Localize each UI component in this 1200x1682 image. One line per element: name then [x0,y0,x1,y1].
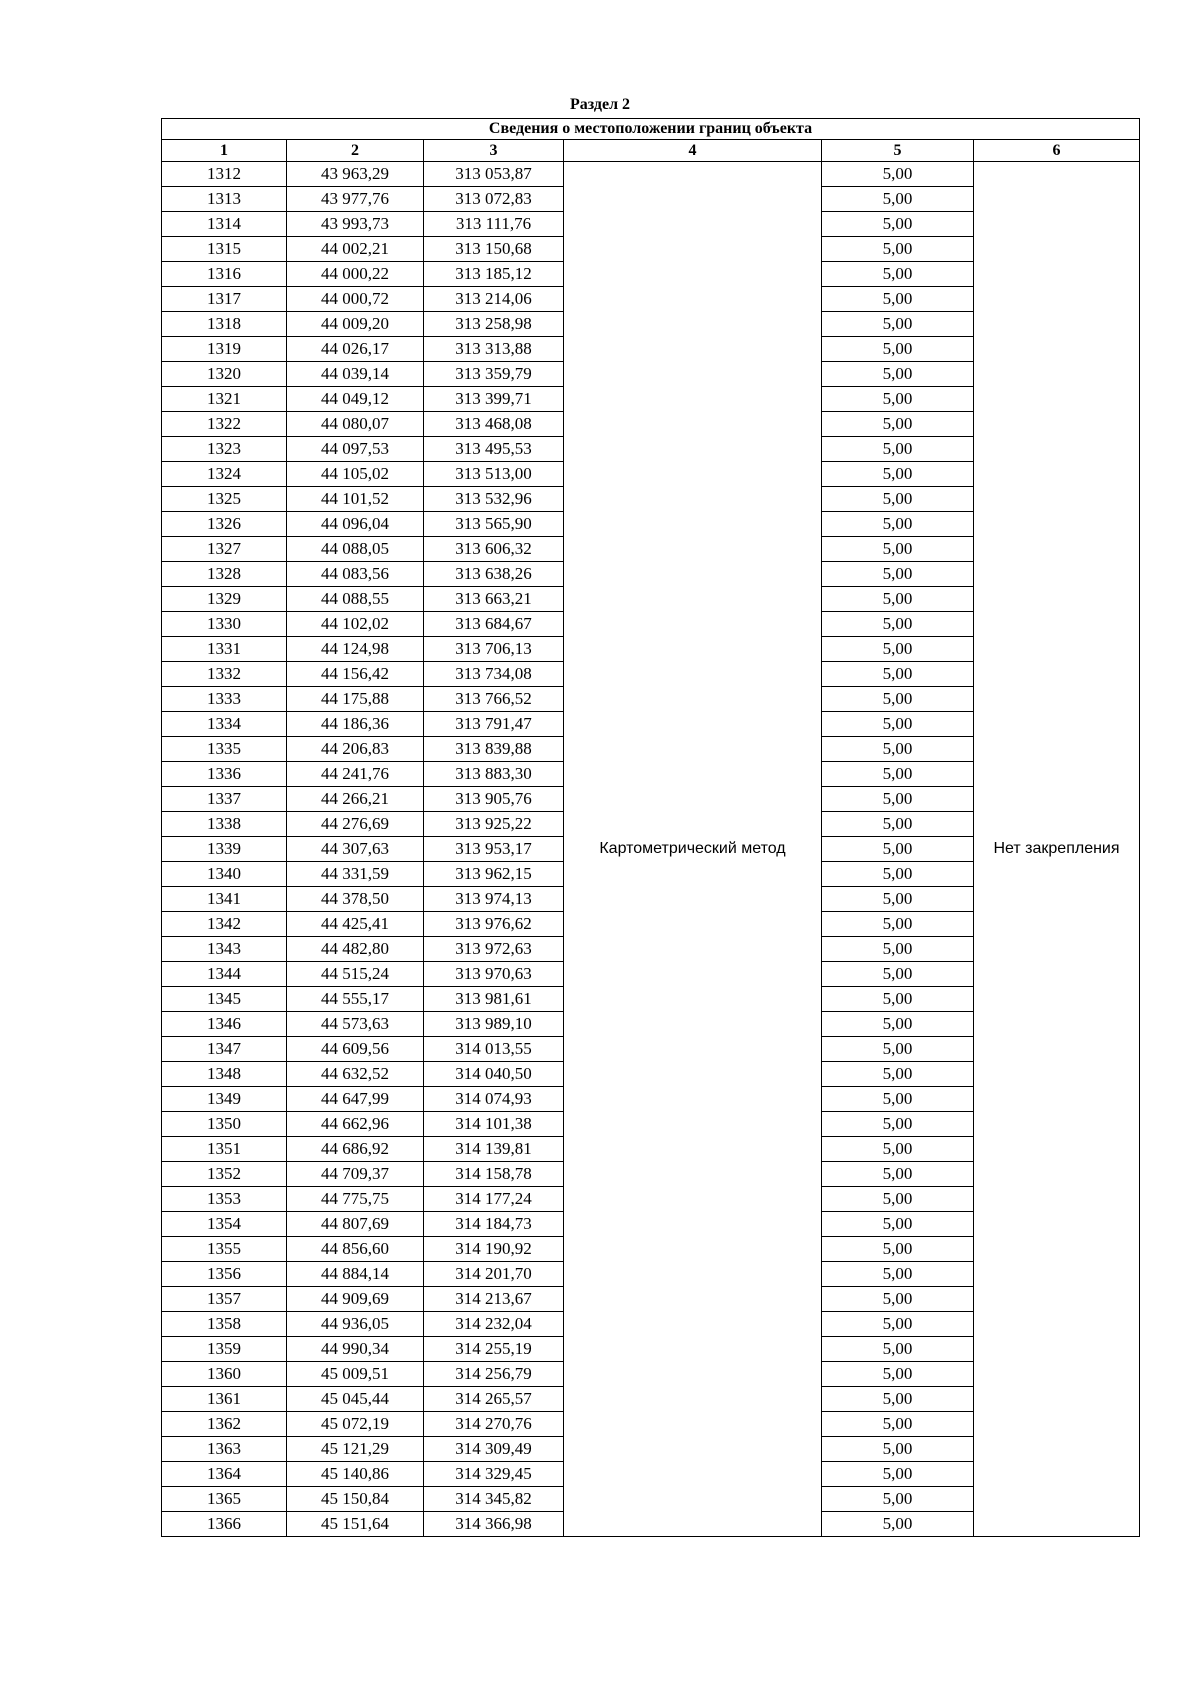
precision-cell: 5,00 [822,1112,974,1137]
y-coordinate-cell: 314 074,93 [424,1087,564,1112]
precision-cell: 5,00 [822,1487,974,1512]
y-coordinate-cell: 314 213,67 [424,1287,564,1312]
precision-cell: 5,00 [822,1462,974,1487]
x-coordinate-cell: 44 097,53 [287,437,424,462]
precision-cell: 5,00 [822,737,974,762]
column-header-6: 6 [974,140,1140,162]
column-header-1: 1 [162,140,287,162]
y-coordinate-cell: 314 329,45 [424,1462,564,1487]
x-coordinate-cell: 45 072,19 [287,1412,424,1437]
point-number-cell: 1318 [162,312,287,337]
precision-cell: 5,00 [822,1512,974,1537]
y-coordinate-cell: 313 706,13 [424,637,564,662]
y-coordinate-cell: 313 513,00 [424,462,564,487]
point-number-cell: 1347 [162,1037,287,1062]
precision-cell: 5,00 [822,962,974,987]
y-coordinate-cell: 314 309,49 [424,1437,564,1462]
y-coordinate-cell: 313 970,63 [424,962,564,987]
y-coordinate-cell: 314 101,38 [424,1112,564,1137]
x-coordinate-cell: 44 807,69 [287,1212,424,1237]
point-number-cell: 1342 [162,912,287,937]
precision-cell: 5,00 [822,512,974,537]
precision-cell: 5,00 [822,1187,974,1212]
y-coordinate-cell: 313 313,88 [424,337,564,362]
point-number-cell: 1356 [162,1262,287,1287]
y-coordinate-cell: 314 255,19 [424,1337,564,1362]
point-number-cell: 1366 [162,1512,287,1537]
y-coordinate-cell: 313 883,30 [424,762,564,787]
point-number-cell: 1336 [162,762,287,787]
point-number-cell: 1361 [162,1387,287,1412]
y-coordinate-cell: 313 053,87 [424,162,564,187]
precision-cell: 5,00 [822,187,974,212]
precision-cell: 5,00 [822,937,974,962]
precision-cell: 5,00 [822,387,974,412]
x-coordinate-cell: 44 709,37 [287,1162,424,1187]
point-number-cell: 1333 [162,687,287,712]
precision-cell: 5,00 [822,287,974,312]
point-number-cell: 1351 [162,1137,287,1162]
point-number-cell: 1332 [162,662,287,687]
precision-cell: 5,00 [822,1037,974,1062]
point-number-cell: 1349 [162,1087,287,1112]
y-coordinate-cell: 314 158,78 [424,1162,564,1187]
x-coordinate-cell: 43 977,76 [287,187,424,212]
x-coordinate-cell: 44 105,02 [287,462,424,487]
y-coordinate-cell: 313 972,63 [424,937,564,962]
x-coordinate-cell: 44 686,92 [287,1137,424,1162]
precision-cell: 5,00 [822,1212,974,1237]
table-header-row [162,140,1140,162]
precision-cell: 5,00 [822,337,974,362]
y-coordinate-cell: 313 766,52 [424,687,564,712]
point-number-cell: 1325 [162,487,287,512]
precision-cell: 5,00 [822,812,974,837]
point-number-cell: 1331 [162,637,287,662]
precision-cell: 5,00 [822,587,974,612]
precision-cell: 5,00 [822,1387,974,1412]
y-coordinate-cell: 314 232,04 [424,1312,564,1337]
point-number-cell: 1364 [162,1462,287,1487]
x-coordinate-cell: 44 088,55 [287,587,424,612]
y-coordinate-cell: 313 925,22 [424,812,564,837]
point-number-cell: 1362 [162,1412,287,1437]
y-coordinate-cell: 313 111,76 [424,212,564,237]
column-header-3: 3 [424,140,564,162]
precision-cell: 5,00 [822,1237,974,1262]
point-number-cell: 1324 [162,462,287,487]
precision-cell: 5,00 [822,687,974,712]
precision-cell: 5,00 [822,162,974,187]
point-number-cell: 1329 [162,587,287,612]
x-coordinate-cell: 44 775,75 [287,1187,424,1212]
point-number-cell: 1313 [162,187,287,212]
point-number-cell: 1330 [162,612,287,637]
precision-cell: 5,00 [822,1437,974,1462]
x-coordinate-cell: 43 963,29 [287,162,424,187]
precision-cell: 5,00 [822,537,974,562]
y-coordinate-cell: 313 072,83 [424,187,564,212]
precision-cell: 5,00 [822,362,974,387]
y-coordinate-cell: 313 606,32 [424,537,564,562]
precision-cell: 5,00 [822,437,974,462]
precision-cell: 5,00 [822,987,974,1012]
y-coordinate-cell: 313 214,06 [424,287,564,312]
point-number-cell: 1319 [162,337,287,362]
precision-cell: 5,00 [822,912,974,937]
point-number-cell: 1346 [162,1012,287,1037]
precision-cell: 5,00 [822,312,974,337]
y-coordinate-cell: 314 256,79 [424,1362,564,1387]
x-coordinate-cell: 44 175,88 [287,687,424,712]
precision-cell: 5,00 [822,1262,974,1287]
point-number-cell: 1338 [162,812,287,837]
point-number-cell: 1315 [162,237,287,262]
x-coordinate-cell: 44 276,69 [287,812,424,837]
y-coordinate-cell: 314 366,98 [424,1512,564,1537]
x-coordinate-cell: 44 307,63 [287,837,424,862]
y-coordinate-cell: 313 468,08 [424,412,564,437]
precision-cell: 5,00 [822,212,974,237]
point-number-cell: 1317 [162,287,287,312]
x-coordinate-cell: 45 151,64 [287,1512,424,1537]
x-coordinate-cell: 44 009,20 [287,312,424,337]
x-coordinate-cell: 44 000,22 [287,262,424,287]
point-number-cell: 1353 [162,1187,287,1212]
point-number-cell: 1350 [162,1112,287,1137]
y-coordinate-cell: 314 270,76 [424,1412,564,1437]
y-coordinate-cell: 313 839,88 [424,737,564,762]
y-coordinate-cell: 313 532,96 [424,487,564,512]
x-coordinate-cell: 44 241,76 [287,762,424,787]
precision-cell: 5,00 [822,462,974,487]
x-coordinate-cell: 44 039,14 [287,362,424,387]
column-header-4: 4 [564,140,822,162]
point-number-cell: 1341 [162,887,287,912]
column-header-2: 2 [287,140,424,162]
point-number-cell: 1314 [162,212,287,237]
x-coordinate-cell: 45 140,86 [287,1462,424,1487]
y-coordinate-cell: 313 663,21 [424,587,564,612]
point-number-cell: 1337 [162,787,287,812]
x-coordinate-cell: 44 026,17 [287,337,424,362]
column-header-5: 5 [822,140,974,162]
precision-cell: 5,00 [822,1062,974,1087]
x-coordinate-cell: 44 156,42 [287,662,424,687]
precision-cell: 5,00 [822,562,974,587]
point-number-cell: 1344 [162,962,287,987]
precision-cell: 5,00 [822,1337,974,1362]
point-number-cell: 1316 [162,262,287,287]
method-cell: Картометрический метод [564,162,822,1537]
precision-cell: 5,00 [822,1412,974,1437]
precision-cell: 5,00 [822,612,974,637]
boundary-coordinates-table [161,118,1140,1537]
x-coordinate-cell: 44 331,59 [287,862,424,887]
point-number-cell: 1328 [162,562,287,587]
y-coordinate-cell: 314 184,73 [424,1212,564,1237]
y-coordinate-cell: 314 013,55 [424,1037,564,1062]
point-number-cell: 1358 [162,1312,287,1337]
x-coordinate-cell: 44 515,24 [287,962,424,987]
point-number-cell: 1312 [162,162,287,187]
x-coordinate-cell: 45 045,44 [287,1387,424,1412]
precision-cell: 5,00 [822,862,974,887]
y-coordinate-cell: 313 974,13 [424,887,564,912]
x-coordinate-cell: 44 102,02 [287,612,424,637]
x-coordinate-cell: 44 990,34 [287,1337,424,1362]
y-coordinate-cell: 313 185,12 [424,262,564,287]
point-number-cell: 1340 [162,862,287,887]
y-coordinate-cell: 313 495,53 [424,437,564,462]
x-coordinate-cell: 44 124,98 [287,637,424,662]
precision-cell: 5,00 [822,1162,974,1187]
point-number-cell: 1326 [162,512,287,537]
y-coordinate-cell: 313 150,68 [424,237,564,262]
table-row [162,162,1140,187]
y-coordinate-cell: 313 791,47 [424,712,564,737]
point-number-cell: 1334 [162,712,287,737]
point-number-cell: 1345 [162,987,287,1012]
point-number-cell: 1352 [162,1162,287,1187]
precision-cell: 5,00 [822,1312,974,1337]
precision-cell: 5,00 [822,887,974,912]
point-number-cell: 1322 [162,412,287,437]
y-coordinate-cell: 314 139,81 [424,1137,564,1162]
y-coordinate-cell: 313 258,98 [424,312,564,337]
x-coordinate-cell: 44 425,41 [287,912,424,937]
y-coordinate-cell: 314 040,50 [424,1062,564,1087]
table-caption-row [162,119,1140,140]
x-coordinate-cell: 44 186,36 [287,712,424,737]
y-coordinate-cell: 314 201,70 [424,1262,564,1287]
precision-cell: 5,00 [822,262,974,287]
x-coordinate-cell: 44 080,07 [287,412,424,437]
point-number-cell: 1320 [162,362,287,387]
point-number-cell: 1323 [162,437,287,462]
fixing-description-cell: Нет закрепления [974,162,1140,1537]
y-coordinate-cell: 313 976,62 [424,912,564,937]
precision-cell: 5,00 [822,487,974,512]
x-coordinate-cell: 44 096,04 [287,512,424,537]
x-coordinate-cell: 44 647,99 [287,1087,424,1112]
y-coordinate-cell: 313 981,61 [424,987,564,1012]
point-number-cell: 1321 [162,387,287,412]
precision-cell: 5,00 [822,412,974,437]
y-coordinate-cell: 313 734,08 [424,662,564,687]
x-coordinate-cell: 44 049,12 [287,387,424,412]
point-number-cell: 1355 [162,1237,287,1262]
y-coordinate-cell: 314 177,24 [424,1187,564,1212]
precision-cell: 5,00 [822,712,974,737]
x-coordinate-cell: 44 884,14 [287,1262,424,1287]
x-coordinate-cell: 44 632,52 [287,1062,424,1087]
x-coordinate-cell: 44 609,56 [287,1037,424,1062]
point-number-cell: 1360 [162,1362,287,1387]
precision-cell: 5,00 [822,787,974,812]
precision-cell: 5,00 [822,1087,974,1112]
point-number-cell: 1365 [162,1487,287,1512]
x-coordinate-cell: 44 936,05 [287,1312,424,1337]
x-coordinate-cell: 44 088,05 [287,537,424,562]
precision-cell: 5,00 [822,1362,974,1387]
y-coordinate-cell: 313 399,71 [424,387,564,412]
x-coordinate-cell: 44 856,60 [287,1237,424,1262]
y-coordinate-cell: 313 953,17 [424,837,564,862]
section-title: Раздел 2 [569,96,631,113]
precision-cell: 5,00 [822,762,974,787]
x-coordinate-cell: 44 573,63 [287,1012,424,1037]
point-number-cell: 1363 [162,1437,287,1462]
point-number-cell: 1354 [162,1212,287,1237]
precision-cell: 5,00 [822,1137,974,1162]
y-coordinate-cell: 313 565,90 [424,512,564,537]
x-coordinate-cell: 44 000,72 [287,287,424,312]
y-coordinate-cell: 313 684,67 [424,612,564,637]
y-coordinate-cell: 313 962,15 [424,862,564,887]
x-coordinate-cell: 45 009,51 [287,1362,424,1387]
y-coordinate-cell: 313 905,76 [424,787,564,812]
precision-cell: 5,00 [822,837,974,862]
y-coordinate-cell: 313 359,79 [424,362,564,387]
point-number-cell: 1348 [162,1062,287,1087]
x-coordinate-cell: 45 121,29 [287,1437,424,1462]
precision-cell: 5,00 [822,637,974,662]
point-number-cell: 1327 [162,537,287,562]
table-caption: Сведения о местоположении границ объекта [162,119,1140,140]
point-number-cell: 1343 [162,937,287,962]
x-coordinate-cell: 44 083,56 [287,562,424,587]
x-coordinate-cell: 44 101,52 [287,487,424,512]
y-coordinate-cell: 313 989,10 [424,1012,564,1037]
x-coordinate-cell: 45 150,84 [287,1487,424,1512]
x-coordinate-cell: 44 662,96 [287,1112,424,1137]
precision-cell: 5,00 [822,1287,974,1312]
x-coordinate-cell: 44 002,21 [287,237,424,262]
point-number-cell: 1339 [162,837,287,862]
point-number-cell: 1335 [162,737,287,762]
y-coordinate-cell: 314 190,92 [424,1237,564,1262]
y-coordinate-cell: 314 265,57 [424,1387,564,1412]
point-number-cell: 1357 [162,1287,287,1312]
x-coordinate-cell: 44 266,21 [287,787,424,812]
precision-cell: 5,00 [822,1012,974,1037]
x-coordinate-cell: 44 206,83 [287,737,424,762]
y-coordinate-cell: 313 638,26 [424,562,564,587]
point-number-cell: 1359 [162,1337,287,1362]
y-coordinate-cell: 314 345,82 [424,1487,564,1512]
x-coordinate-cell: 43 993,73 [287,212,424,237]
x-coordinate-cell: 44 482,80 [287,937,424,962]
precision-cell: 5,00 [822,237,974,262]
x-coordinate-cell: 44 378,50 [287,887,424,912]
x-coordinate-cell: 44 555,17 [287,987,424,1012]
x-coordinate-cell: 44 909,69 [287,1287,424,1312]
precision-cell: 5,00 [822,662,974,687]
